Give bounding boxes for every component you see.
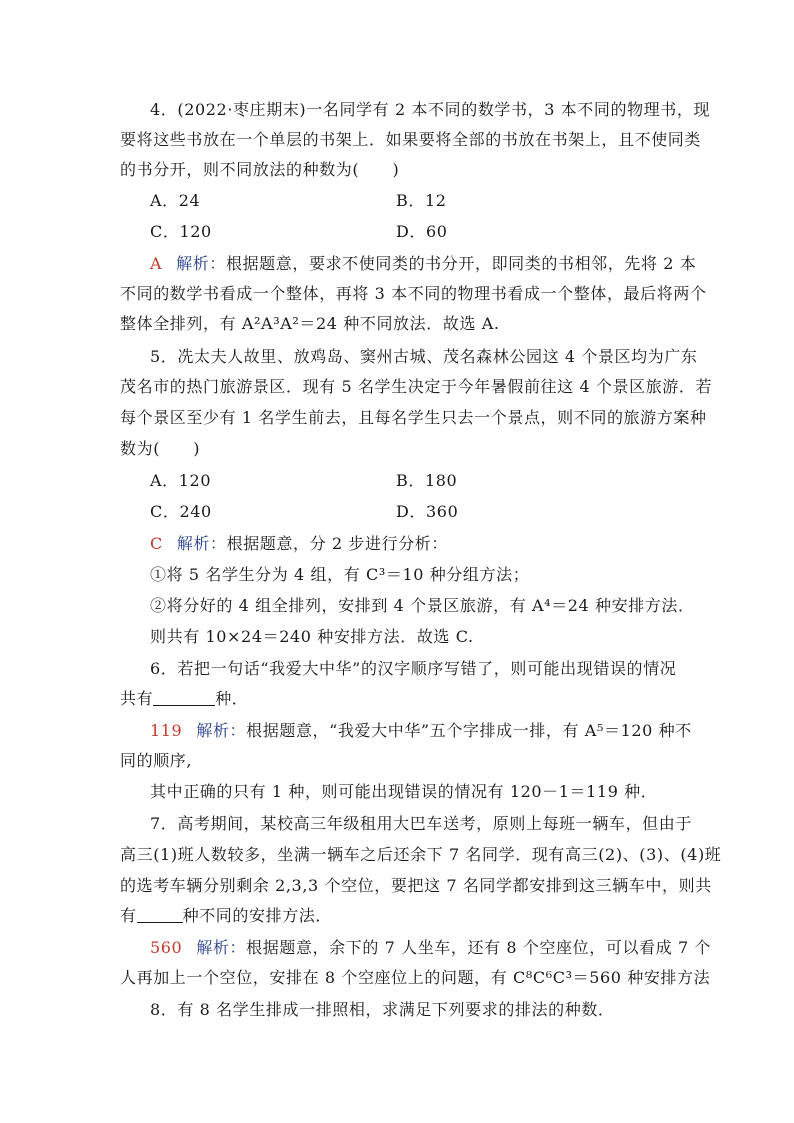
- q6-solution-line-2: 同的顺序,: [120, 751, 193, 770]
- q6-answer: 119: [150, 721, 183, 740]
- q7-line-4: [120, 904, 332, 928]
- q4-solution-line-3: 整体全排列，有 A²A³A²＝24 种不同放法．故选 A.: [120, 314, 500, 333]
- q7-line-4-start: 有: [120, 906, 137, 925]
- q4-analysis-label: 解析：: [176, 254, 226, 273]
- q7-analysis-label: 解析：: [196, 938, 247, 957]
- q4-answer: A: [150, 254, 163, 273]
- q4-line-1: 4．(2022·枣庄期末)一名同学有 2 本不同的数学书，3 本不同的物理书，现: [150, 100, 711, 119]
- q6-solution-text-1: 根据题意，“我爱大中华”五个字排成一排，有 A⁵＝120 种不: [246, 721, 692, 740]
- q5-solution-line-3: ②将分好的 4 组全排列，安排到 4 个景区旅游，有 A⁴＝24 种安排方法．: [150, 596, 695, 615]
- q6-line-2-end: 种．: [215, 689, 249, 708]
- q6-line-2-start: 共有: [120, 689, 154, 708]
- q5-option-c: C．240: [150, 502, 212, 521]
- q5-option-d: D．360: [396, 502, 459, 521]
- q6-solution-line-3: 其中正确的只有 1 种，则可能出现错误的情况有 120－1＝119 种．: [150, 782, 658, 801]
- q7-line-1: 7．高考期间，某校高三年级租用大巴车送考，原则上每班一辆车，但由于: [150, 814, 692, 833]
- q5-option-a: A．120: [150, 471, 212, 490]
- q5-line-3: 每个景区至少有 1 名学生前去，且每名学生只去一个景点，则不同的旅游方案种: [120, 408, 707, 427]
- q7-line-4-end: 种不同的安排方法．: [182, 906, 333, 925]
- q5-line-2: 茂名市的热门旅游景区．现有 5 名学生决定于今年暑假前往这 4 个景区旅游．若: [120, 377, 713, 396]
- q7-solution-text-1: 根据题意，余下的 7 人坐车，还有 8 个空座位，可以看成 7 个: [246, 938, 712, 957]
- q6-line-2: [120, 687, 248, 711]
- q7-line-3: 的选考车辆分别剩余 2,3,3 个空位，要把这 7 名同学都安排到这三辆车中，则共: [120, 876, 712, 895]
- q4-line-2: 要将这些书放在一个单层的书架上．如果要将全部的书放在书架上，且不使同类: [120, 130, 702, 149]
- q6-line-1: 6．若把一句话“我爱大中华”的汉字顺序写错了，则可能出现错误的情况: [150, 659, 677, 678]
- q7-line-2: 高三(1)班人数较多，坐满一辆车之后还余下 7 名同学．现有高三(2)、(3)、(4)班: [120, 845, 722, 864]
- q4-line-3: 的书分开，则不同放法的种数为( ): [120, 160, 400, 179]
- q4-solution-line-1: [150, 252, 696, 276]
- q7-solution-line-1: [150, 936, 711, 960]
- q5-solution-line-4: 则共有 10×24＝240 种安排方法．故选 C.: [150, 627, 474, 646]
- q5-answer: C: [150, 534, 163, 553]
- q6-solution-line-1: [150, 719, 692, 743]
- q5-option-b: B．180: [396, 471, 458, 490]
- q6-answer-blank: [153, 687, 215, 706]
- q5-solution-line-1: [150, 532, 448, 556]
- q4-option-c: C．120: [150, 222, 212, 241]
- q7-answer: 560: [150, 938, 183, 957]
- q5-solution-text-1: 根据题意，分 2 步进行分析：: [226, 534, 449, 553]
- q5-line-4: 数为( ): [120, 439, 201, 458]
- q4-option-b: B．12: [396, 191, 447, 210]
- q4-option-a: A．24: [150, 191, 201, 210]
- q5-line-1: 5．冼太夫人故里、放鸡岛、窦州古城、茂名森林公园这 4 个景区均为广东: [150, 347, 698, 366]
- q5-analysis-label: 解析：: [176, 534, 227, 553]
- q7-answer-blank: [137, 904, 183, 923]
- q4-option-d: D．60: [396, 222, 448, 241]
- q6-analysis-label: 解析：: [196, 721, 247, 740]
- q8-line-1: 8．有 8 名学生排成一排照相，求满足下列要求的排法的种数．: [150, 1000, 615, 1019]
- q4-solution-line-2: 不同的数学书看成一个整体，再将 3 本不同的物理书看成一个整体，最后将两个: [120, 284, 707, 303]
- q4-solution-text-1: 根据题意，要求不使同类的书分开，即同类的书相邻，先将 2 本: [225, 254, 697, 273]
- q7-solution-line-2: 人再加上一个空位，安排在 8 个空座位上的问题，有 C⁸C⁶C³＝560 种安排方法: [120, 968, 711, 987]
- q5-solution-line-2: ①将 5 名学生分为 4 组，有 C³＝10 种分组方法；: [150, 565, 530, 584]
